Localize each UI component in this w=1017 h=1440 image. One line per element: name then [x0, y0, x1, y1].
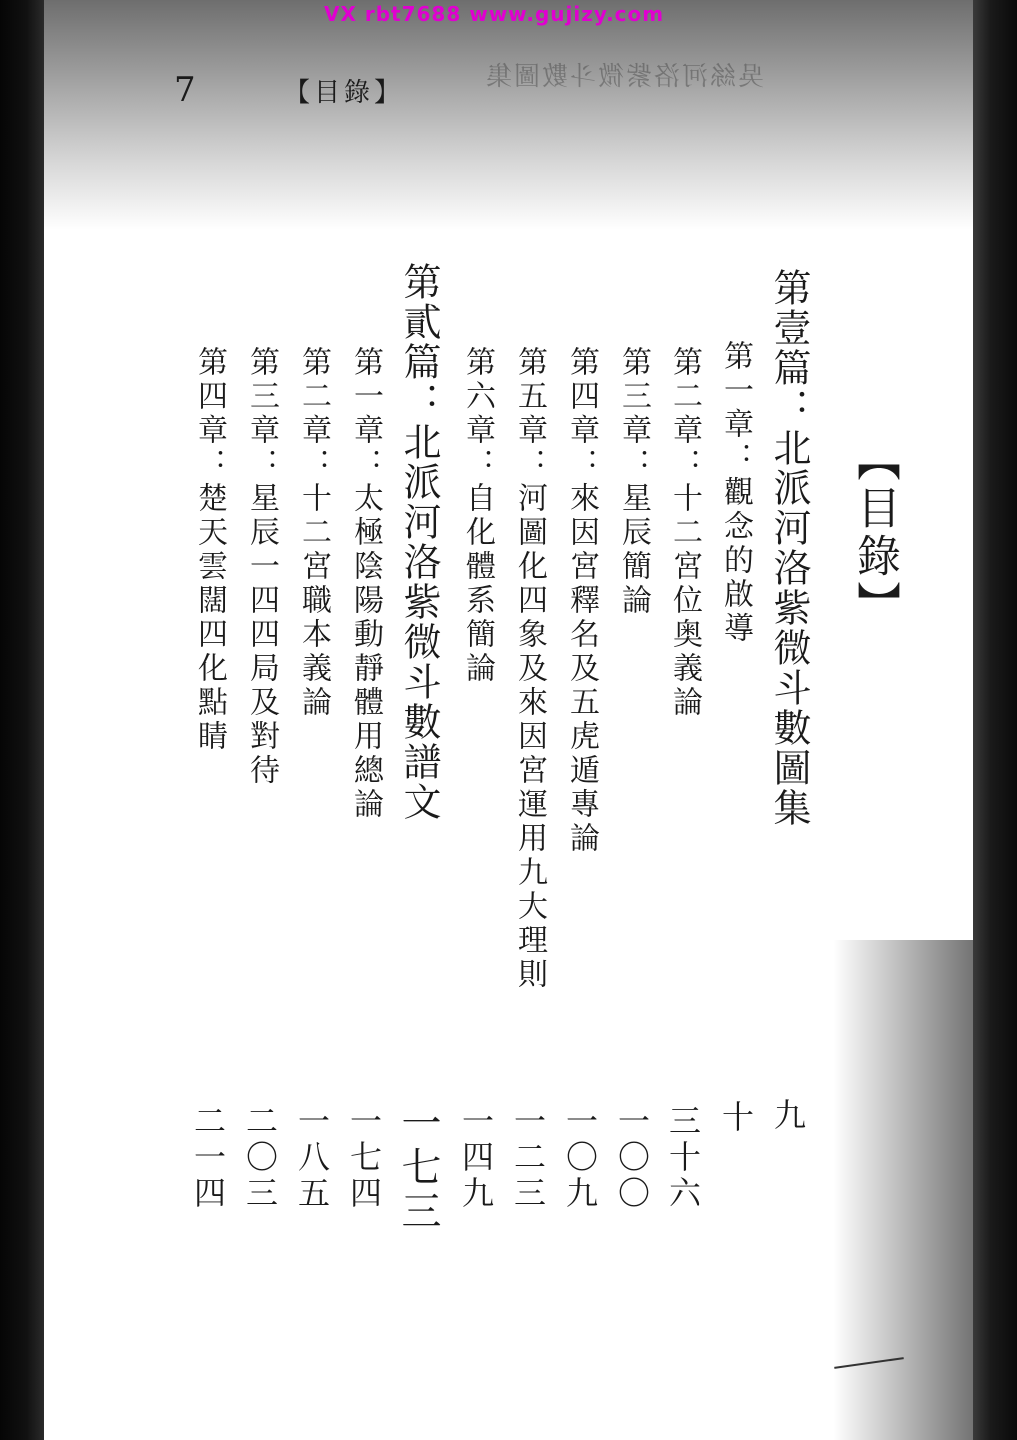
running-head: 【目錄】 [284, 78, 405, 108]
right-page-edge [973, 0, 1017, 1440]
toc-title: 【目錄】 [849, 437, 900, 629]
toc-chapter-2-4-page: 二一四 [189, 1104, 227, 1212]
toc-part-1-page: 九 [769, 1098, 807, 1134]
toc-part-1-label[interactable]: 第壹篇：北派河洛紫微斗數圖集 [767, 268, 811, 828]
toc-chapter-1-6-page: 一四九 [457, 1104, 495, 1212]
toc-chapter-1-5-page: 一二三 [509, 1104, 547, 1212]
toc-chapter-1-4-label[interactable]: 第四章：來因宮釋名及五虎遁專論 [564, 346, 599, 856]
toc-chapter-1-2-page: 三十六 [664, 1104, 702, 1212]
toc-chapter-1-1-page: 十 [717, 1100, 755, 1136]
toc-chapter-1-3-label[interactable]: 第三章：星辰簡論 [616, 346, 651, 618]
toc-part-2-page: 一七三 [395, 1102, 441, 1234]
toc-chapter-2-2-page: 一八五 [293, 1104, 331, 1212]
toc-chapter-2-1-label[interactable]: 第一章：太極陰陽動靜體用總論 [348, 346, 383, 822]
toc-chapter-2-3-label[interactable]: 第三章：星辰一四四局及對待 [244, 346, 279, 788]
toc-chapter-2-1-page: 一七四 [345, 1104, 383, 1212]
toc-chapter-2-3-page: 二〇三 [241, 1104, 279, 1212]
left-page-edge [0, 0, 44, 1440]
watermark: VX rbt7688 www.gujizy.com [324, 2, 665, 26]
toc-chapter-1-6-label[interactable]: 第六章：自化體系簡論 [460, 346, 495, 686]
toc-chapter-1-5-label[interactable]: 第五章：河圖化四象及來因宮運用九大理則 [512, 346, 547, 992]
toc-part-2-label[interactable]: 第貳篇：北派河洛紫微斗數譜文 [397, 262, 441, 822]
page-number: 7 [174, 70, 196, 110]
toc-chapter-1-4-page: 一〇九 [561, 1104, 599, 1212]
toc-chapter-2-4-label[interactable]: 第四章：楚天雲闊四化點睛 [192, 346, 227, 754]
ink-mark [834, 1357, 904, 1369]
toc-chapter-1-1-label[interactable]: 第一章：觀念的啟導 [718, 340, 753, 646]
toc-chapter-2-2-label[interactable]: 第二章：十二宮職本義論 [296, 346, 331, 720]
bleed-through-text: 吳絲河洛紫微斗數圖集 [484, 62, 765, 92]
book-page [44, 0, 973, 1440]
toc-chapter-1-3-page: 一〇〇 [613, 1104, 651, 1212]
toc-chapter-1-2-label[interactable]: 第二章：十二宮位奥義論 [667, 346, 702, 720]
